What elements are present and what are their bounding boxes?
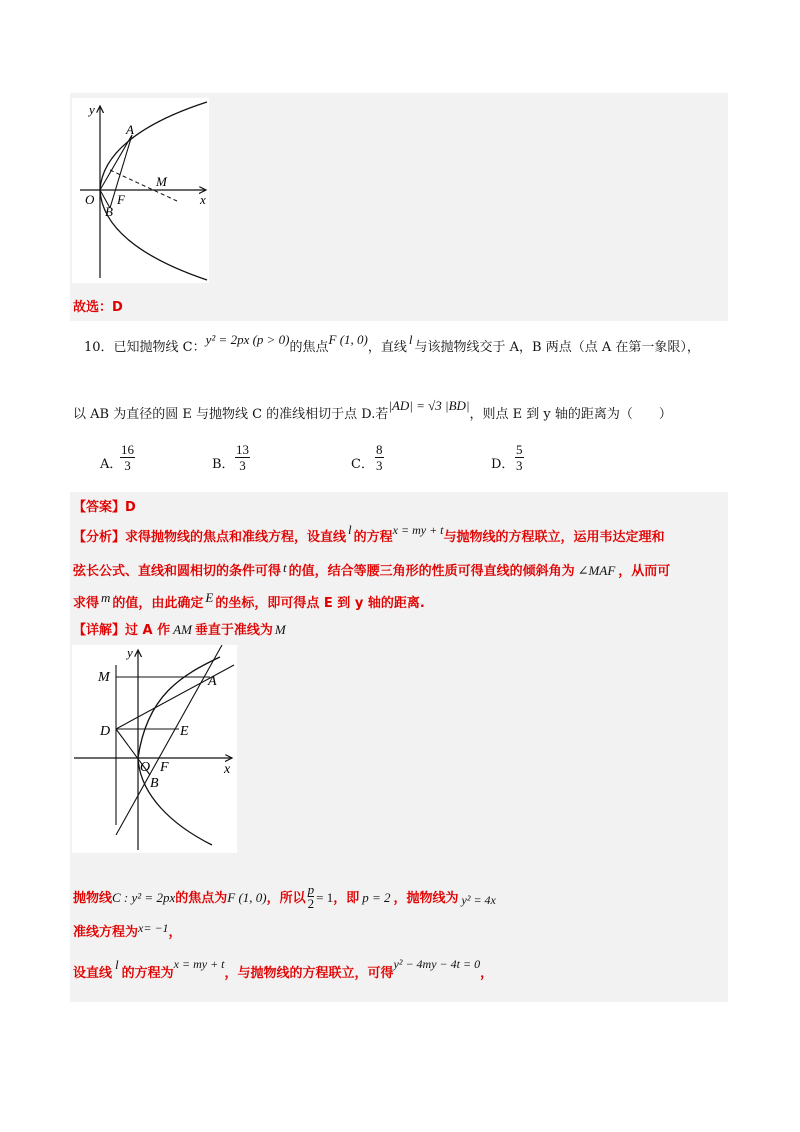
label-a-2: A (208, 674, 217, 689)
step-1-parabola: y² = 4x (461, 893, 496, 907)
label-x: x (200, 192, 206, 207)
analysis-line-2 (73, 562, 670, 581)
option-d-value (515, 442, 524, 473)
line-ab (116, 645, 222, 835)
detail-text-1b: 垂直于准线为 (194, 623, 273, 638)
analysis-text-1c: 与抛物线的方程联立，运用韦达定理和 (443, 530, 665, 545)
analysis-var-e: E (205, 590, 214, 605)
line-text: ，直线 (367, 340, 407, 355)
step-1-equals-one: = 1 (316, 890, 334, 905)
option-c-letter: C． (351, 457, 374, 472)
step-1-equation: C : y² = 2px (112, 890, 176, 905)
analysis-text-3b: 的值，由此确定 (112, 596, 204, 611)
option-b-value (235, 442, 250, 473)
option-a-den: 3 (124, 458, 131, 473)
step-line-1 (73, 882, 496, 912)
step-2-text: 准线方程为 (73, 925, 139, 940)
analysis-text-3c: 的坐标，即可得点 E 到 y 轴的距离. (215, 596, 425, 611)
segment-oa (100, 135, 132, 190)
line-l: l (408, 332, 413, 347)
label-o: O (85, 192, 95, 207)
step-2-text-b: ， (168, 925, 182, 940)
label-f-2: F (160, 760, 169, 775)
focus-point: F (1, 0) (328, 332, 368, 347)
step-1-focus: F (1, 0) (227, 890, 267, 905)
answer-heading: 【答案】D (73, 500, 136, 515)
option-c-num: 8 (376, 442, 383, 457)
detail-point-m: M (274, 622, 286, 637)
step-3-text-b: 的方程为 (121, 966, 174, 981)
option-a-num: 16 (121, 442, 134, 457)
label-y-2: y (127, 645, 133, 660)
step-3-line-equation: x = my + t (173, 957, 225, 971)
step-1-text: 抛物线 (73, 891, 113, 906)
step-3-quadratic: y² − 4my − 4t = 0 (393, 957, 481, 971)
analysis-text-2: 弦长公式、直线和圆相切的条件可得 (73, 564, 282, 579)
step-1-frac-den: 2 (307, 896, 315, 911)
question-10-clause: 与该抛物线交于 A，B 两点（点 A 在第一象限）， (414, 340, 700, 355)
option-d-num: 5 (516, 442, 523, 457)
label-d-2: D (100, 724, 111, 739)
option-b-den: 3 (239, 458, 246, 473)
label-y: y (89, 102, 95, 117)
label-f: F (117, 192, 125, 207)
detail-line-1 (73, 621, 286, 640)
option-a-value (120, 442, 135, 473)
label-o-2: O (140, 760, 151, 775)
step-1-text-e: ，抛物线为 (393, 891, 459, 906)
step-2-equation: x= −1 (138, 921, 169, 935)
question-10-line-2b: ，则点 E 到 y 轴的距离为（ ） (469, 407, 672, 422)
label-m: M (156, 174, 167, 189)
question-10-line-1 (84, 332, 700, 357)
label-m-2: M (98, 670, 110, 685)
label-e-2: E (180, 724, 189, 739)
step-1-frac-num: p (307, 882, 315, 897)
detail-segment-am: AM (173, 622, 192, 637)
parabola-curve (100, 102, 207, 280)
analysis-line-equation: x = my + t (392, 523, 444, 537)
step-3-text: 设直线 (73, 966, 113, 981)
label-x-2: x (224, 762, 231, 777)
question-number-text: 10．已知抛物线 C： (84, 340, 206, 355)
analysis-line-3 (73, 590, 425, 613)
analysis-line-l: l (348, 522, 352, 537)
question-10-line-2 (73, 398, 672, 424)
label-a: A (126, 122, 134, 137)
step-line-2 (73, 923, 182, 942)
option-a-letter: A． (100, 457, 123, 472)
step-1-text-b: 的焦点为 (175, 891, 228, 906)
parabola-equation: y² = 2px (p > 0) (205, 332, 290, 347)
option-d-den: 3 (516, 458, 523, 473)
analysis-var-m: m (101, 590, 111, 605)
figure-parabola-2 (72, 645, 237, 853)
figure-parabola-1-svg (72, 98, 209, 283)
label-b: B (105, 204, 113, 219)
step-3-text-d: ， (480, 966, 494, 981)
option-b-num: 13 (236, 442, 249, 457)
condition-equation: |AD| = √3 |BD| (388, 398, 470, 413)
option-b-letter: B． (212, 457, 235, 472)
analysis-angle: ∠MAF (577, 563, 616, 578)
previous-answer: 故选：D (73, 300, 123, 315)
analysis-text-1: 【分析】求得抛物线的焦点和准线方程，设直线 (73, 530, 347, 545)
analysis-text-2b: 的值，结合等腰三角形的性质可得直线的倾斜角为 (288, 564, 575, 579)
option-d-letter: D． (491, 457, 515, 472)
detail-text-1: 【详解】过 A 作 (73, 623, 171, 638)
figure-parabola-1 (72, 98, 209, 283)
label-b-2: B (150, 776, 159, 791)
analysis-text-2c: ，从而可 (618, 564, 671, 579)
option-c-value (375, 442, 384, 473)
figure-parabola-2-svg (72, 645, 237, 853)
step-1-p-value: p = 2 (362, 890, 391, 905)
step-line-3 (73, 957, 494, 983)
step-1-text-d: ，即 (333, 891, 360, 906)
step-1-text-c: ，所以 (266, 891, 306, 906)
focus-text: 的焦点 (289, 340, 329, 355)
analysis-text-3: 求得 (73, 596, 100, 611)
analysis-var-t: t (283, 560, 287, 575)
option-c-den: 3 (376, 458, 383, 473)
analysis-text-1b: 的方程 (353, 530, 393, 545)
analysis-line-1 (73, 522, 665, 547)
step-1-fraction (308, 883, 315, 910)
question-10-line-2a: 以 AB 为直径的圆 E 与抛物线 C 的准线相切于点 D.若 (73, 407, 389, 422)
step-3-line-l: l (115, 957, 119, 972)
step-3-text-c: ，与抛物线的方程联立，可得 (224, 966, 394, 981)
